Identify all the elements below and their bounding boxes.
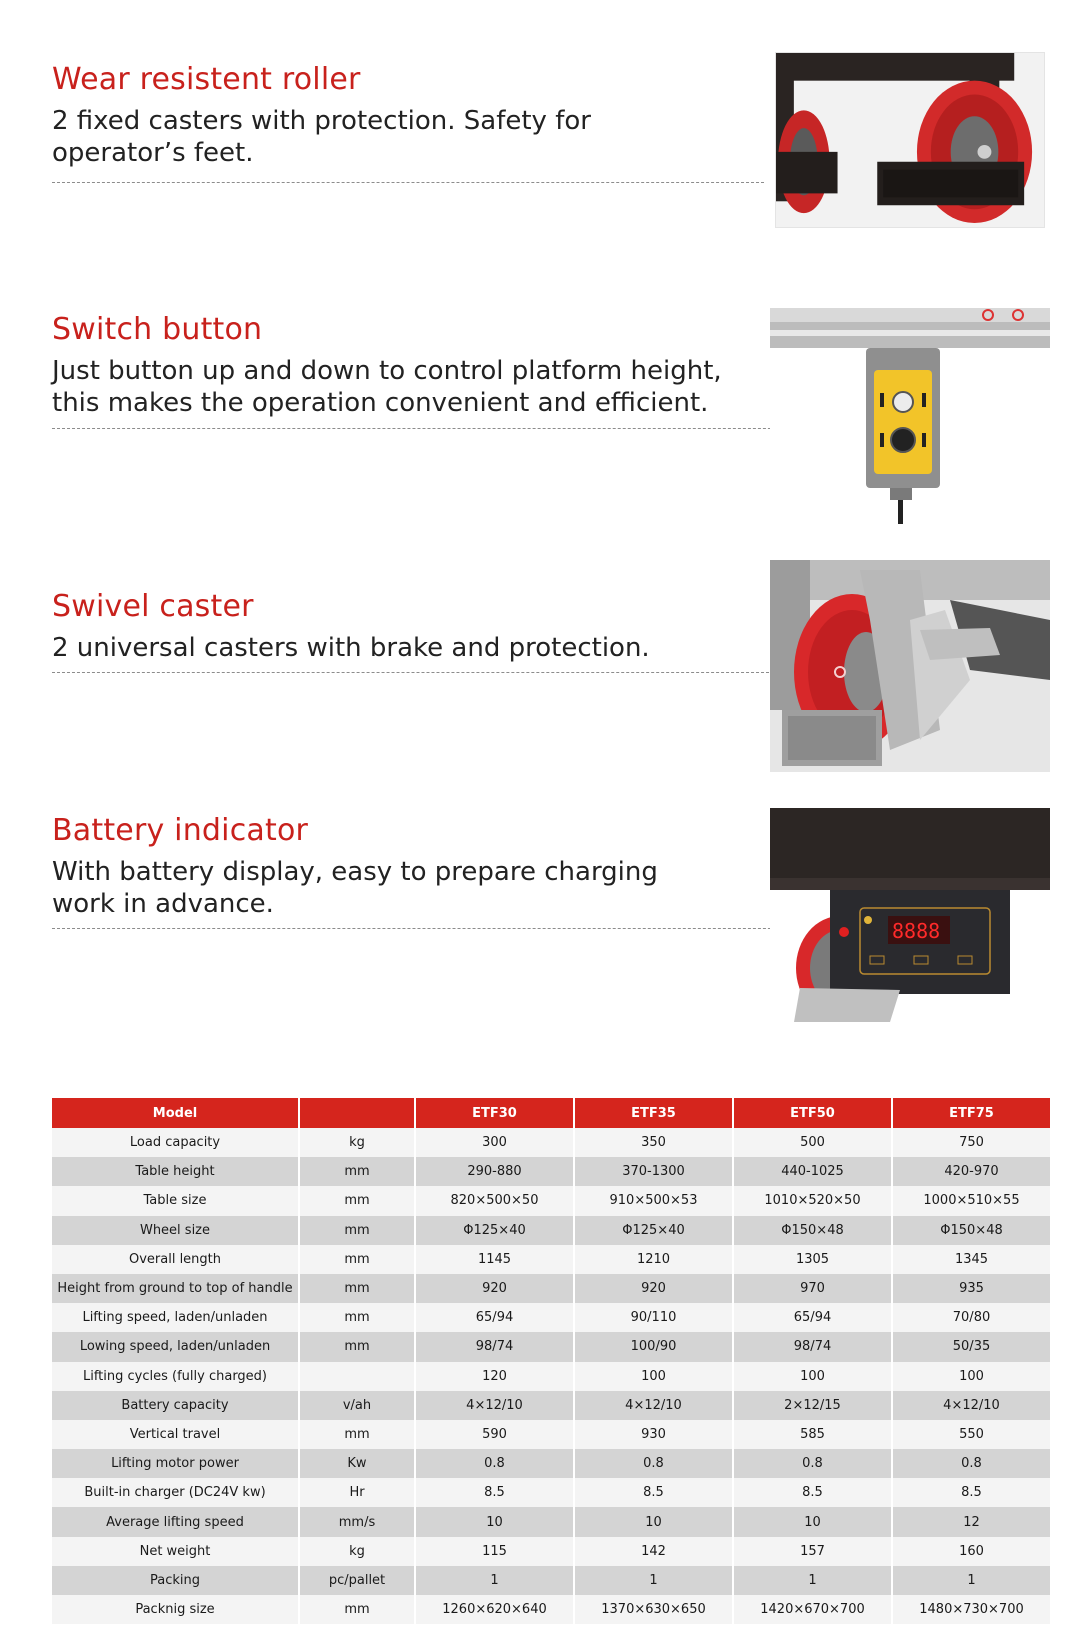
feature-line: Just button up and down to control platform height, xyxy=(52,356,722,386)
value-etf30-cell: 10 xyxy=(415,1507,574,1536)
value-etf30-cell: 290-880 xyxy=(415,1157,574,1186)
spec-name-cell: Overall length xyxy=(52,1245,299,1274)
feature-battery-indicator xyxy=(52,812,658,920)
value-etf30-cell: 1260×620×640 xyxy=(415,1595,574,1624)
value-etf30-cell: Φ125×40 xyxy=(415,1216,574,1245)
fixed-caster-photo xyxy=(775,52,1045,228)
value-etf50-cell: 0.8 xyxy=(733,1449,892,1478)
value-etf30-cell: 590 xyxy=(415,1420,574,1449)
table-row xyxy=(52,1362,1050,1391)
table-row xyxy=(52,1449,1050,1478)
value-etf35-cell: 4×12/10 xyxy=(574,1391,733,1420)
value-etf75-cell: 1000×510×55 xyxy=(892,1186,1050,1215)
spec-unit-cell: Kw xyxy=(299,1449,415,1478)
value-etf75-cell: 50/35 xyxy=(892,1332,1050,1361)
value-etf75-cell: 160 xyxy=(892,1537,1050,1566)
feature-line: 2 fixed casters with protection. Safety for xyxy=(52,106,591,136)
table-row xyxy=(52,1216,1050,1245)
value-etf35-cell: 90/110 xyxy=(574,1303,733,1332)
spec-name-cell: Table size xyxy=(52,1186,299,1215)
divider xyxy=(52,428,826,429)
feature-line: work in advance. xyxy=(52,889,274,919)
feature-description xyxy=(52,856,658,920)
spec-name-cell: Lifting motor power xyxy=(52,1449,299,1478)
feature-title: Wear resistent roller xyxy=(52,62,361,97)
spec-unit-cell: mm xyxy=(299,1186,415,1215)
value-etf35-cell: 920 xyxy=(574,1274,733,1303)
value-etf30-cell: 65/94 xyxy=(415,1303,574,1332)
feature-swivel-caster xyxy=(52,588,650,664)
value-etf75-cell: 100 xyxy=(892,1362,1050,1391)
feature-line: 2 universal casters with brake and protection. xyxy=(52,633,650,663)
spec-name-cell: Battery capacity xyxy=(52,1391,299,1420)
header-etf35: ETF35 xyxy=(574,1098,733,1128)
value-etf35-cell: 142 xyxy=(574,1537,733,1566)
feature-line: operator’s feet. xyxy=(52,138,254,168)
feature-line: With battery display, easy to prepare charging xyxy=(52,857,658,887)
swivel-caster-photo xyxy=(770,560,1050,772)
table-row xyxy=(52,1274,1050,1303)
value-etf35-cell: 1 xyxy=(574,1566,733,1595)
header-model: Model xyxy=(52,1098,299,1128)
value-etf30-cell: 1 xyxy=(415,1566,574,1595)
spec-unit-cell: kg xyxy=(299,1128,415,1157)
spec-name-cell: Lowing speed, laden/unladen xyxy=(52,1332,299,1361)
value-etf30-cell: 820×500×50 xyxy=(415,1186,574,1215)
spec-name-cell: Load capacity xyxy=(52,1128,299,1157)
spec-unit-cell: mm xyxy=(299,1595,415,1624)
table-row xyxy=(52,1420,1050,1449)
feature-wear-resistant-roller xyxy=(52,61,591,169)
feature-description xyxy=(52,355,722,419)
value-etf50-cell: 100 xyxy=(733,1362,892,1391)
value-etf50-cell: 1420×670×700 xyxy=(733,1595,892,1624)
feature-description xyxy=(52,105,591,169)
table-row xyxy=(52,1566,1050,1595)
value-etf75-cell: 12 xyxy=(892,1507,1050,1536)
spec-unit-cell: Hr xyxy=(299,1478,415,1507)
spec-unit-cell: mm/s xyxy=(299,1507,415,1536)
value-etf30-cell: 98/74 xyxy=(415,1332,574,1361)
spec-unit-cell: pc/pallet xyxy=(299,1566,415,1595)
table-row xyxy=(52,1507,1050,1536)
value-etf75-cell: 70/80 xyxy=(892,1303,1050,1332)
value-etf50-cell: 157 xyxy=(733,1537,892,1566)
spec-name-cell: Wheel size xyxy=(52,1216,299,1245)
table-row xyxy=(52,1391,1050,1420)
header-etf75: ETF75 xyxy=(892,1098,1050,1128)
value-etf30-cell: 120 xyxy=(415,1362,574,1391)
value-etf75-cell: 550 xyxy=(892,1420,1050,1449)
value-etf50-cell: 10 xyxy=(733,1507,892,1536)
spec-name-cell: Packing xyxy=(52,1566,299,1595)
value-etf50-cell: 1305 xyxy=(733,1245,892,1274)
feature-line: this makes the operation convenient and efficient. xyxy=(52,388,709,418)
spec-unit-cell: mm xyxy=(299,1303,415,1332)
value-etf50-cell: 1010×520×50 xyxy=(733,1186,892,1215)
value-etf50-cell: 500 xyxy=(733,1128,892,1157)
feature-title: Switch button xyxy=(52,312,263,347)
value-etf75-cell: 750 xyxy=(892,1128,1050,1157)
switch-button-photo xyxy=(770,308,1050,526)
table-row xyxy=(52,1303,1050,1332)
spec-name-cell: Vertical travel xyxy=(52,1420,299,1449)
value-etf50-cell: 1 xyxy=(733,1566,892,1595)
value-etf75-cell: 1480×730×700 xyxy=(892,1595,1050,1624)
value-etf35-cell: 1210 xyxy=(574,1245,733,1274)
value-etf35-cell: 100 xyxy=(574,1362,733,1391)
value-etf75-cell: Φ150×48 xyxy=(892,1216,1050,1245)
value-etf35-cell: 1370×630×650 xyxy=(574,1595,733,1624)
divider xyxy=(52,672,774,673)
value-etf30-cell: 1145 xyxy=(415,1245,574,1274)
value-etf75-cell: 4×12/10 xyxy=(892,1391,1050,1420)
table-row xyxy=(52,1478,1050,1507)
value-etf50-cell: 585 xyxy=(733,1420,892,1449)
value-etf50-cell: 970 xyxy=(733,1274,892,1303)
svg-text:8888: 8888 xyxy=(892,919,941,943)
specifications-table xyxy=(52,1098,1050,1624)
value-etf35-cell: 0.8 xyxy=(574,1449,733,1478)
spec-unit-cell: mm xyxy=(299,1216,415,1245)
spec-unit-cell xyxy=(299,1362,415,1391)
spec-unit-cell: v/ah xyxy=(299,1391,415,1420)
value-etf50-cell: Φ150×48 xyxy=(733,1216,892,1245)
value-etf75-cell: 0.8 xyxy=(892,1449,1050,1478)
spec-unit-cell: mm xyxy=(299,1274,415,1303)
value-etf35-cell: 370-1300 xyxy=(574,1157,733,1186)
spec-unit-cell: mm xyxy=(299,1157,415,1186)
table-row xyxy=(52,1332,1050,1361)
table-body xyxy=(52,1128,1050,1624)
value-etf35-cell: 350 xyxy=(574,1128,733,1157)
feature-description xyxy=(52,632,650,664)
table-row xyxy=(52,1537,1050,1566)
spec-name-cell: Height from ground to top of handle xyxy=(52,1274,299,1303)
spec-name-cell: Lifting speed, laden/unladen xyxy=(52,1303,299,1332)
value-etf75-cell: 935 xyxy=(892,1274,1050,1303)
spec-name-cell: Built-in charger (DC24V kw) xyxy=(52,1478,299,1507)
table-row xyxy=(52,1245,1050,1274)
value-etf75-cell: 1 xyxy=(892,1566,1050,1595)
value-etf35-cell: 8.5 xyxy=(574,1478,733,1507)
value-etf50-cell: 8.5 xyxy=(733,1478,892,1507)
spec-unit-cell: mm xyxy=(299,1420,415,1449)
value-etf30-cell: 8.5 xyxy=(415,1478,574,1507)
feature-title: Swivel caster xyxy=(52,589,254,624)
spec-unit-cell: kg xyxy=(299,1537,415,1566)
value-etf75-cell: 1345 xyxy=(892,1245,1050,1274)
spec-unit-cell: mm xyxy=(299,1245,415,1274)
spec-unit-cell: mm xyxy=(299,1332,415,1361)
value-etf35-cell: 930 xyxy=(574,1420,733,1449)
header-unit xyxy=(299,1098,415,1128)
spec-name-cell: Lifting cycles (fully charged) xyxy=(52,1362,299,1391)
value-etf75-cell: 8.5 xyxy=(892,1478,1050,1507)
value-etf75-cell: 420-970 xyxy=(892,1157,1050,1186)
feature-title: Battery indicator xyxy=(52,813,309,848)
value-etf35-cell: 910×500×53 xyxy=(574,1186,733,1215)
value-etf50-cell: 65/94 xyxy=(733,1303,892,1332)
value-etf50-cell: 440-1025 xyxy=(733,1157,892,1186)
table-row xyxy=(52,1595,1050,1624)
spec-name-cell: Net weight xyxy=(52,1537,299,1566)
value-etf35-cell: 10 xyxy=(574,1507,733,1536)
table-header-row xyxy=(52,1098,1050,1128)
value-etf50-cell: 2×12/15 xyxy=(733,1391,892,1420)
value-etf30-cell: 0.8 xyxy=(415,1449,574,1478)
value-etf50-cell: 98/74 xyxy=(733,1332,892,1361)
header-etf30: ETF30 xyxy=(415,1098,574,1128)
value-etf35-cell: Φ125×40 xyxy=(574,1216,733,1245)
feature-switch-button xyxy=(52,311,722,419)
divider xyxy=(52,182,764,183)
value-etf30-cell: 300 xyxy=(415,1128,574,1157)
value-etf30-cell: 920 xyxy=(415,1274,574,1303)
value-etf35-cell: 100/90 xyxy=(574,1332,733,1361)
table-row xyxy=(52,1186,1050,1215)
spec-name-cell: Table height xyxy=(52,1157,299,1186)
value-etf30-cell: 115 xyxy=(415,1537,574,1566)
divider xyxy=(52,928,826,929)
spec-name-cell: Average lifting speed xyxy=(52,1507,299,1536)
header-etf50: ETF50 xyxy=(733,1098,892,1128)
spec-name-cell: Packnig size xyxy=(52,1595,299,1624)
value-etf30-cell: 4×12/10 xyxy=(415,1391,574,1420)
table-row xyxy=(52,1128,1050,1157)
battery-indicator-photo xyxy=(770,808,1050,1022)
table-row xyxy=(52,1157,1050,1186)
